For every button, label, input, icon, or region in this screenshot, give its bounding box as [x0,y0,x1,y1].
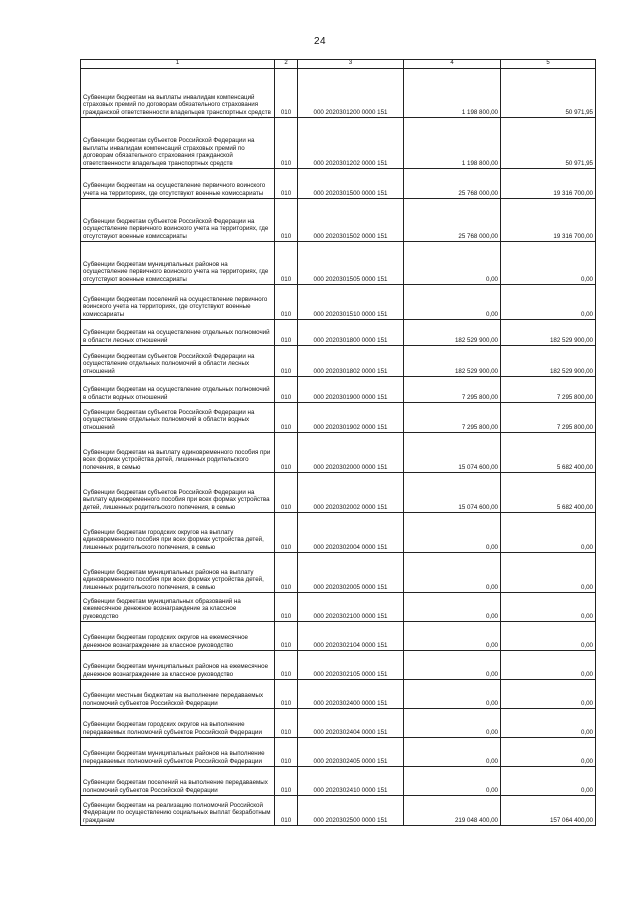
fact-cell: 7 295 800,00 [501,377,596,403]
kbk-cell: 000 2020301902 0000 151 [298,403,404,433]
code-cell: 010 [275,593,298,622]
code-cell: 010 [275,473,298,513]
fact-cell: 0,00 [501,285,596,320]
header-cell: 4 [404,60,501,69]
plan-cell: 0,00 [404,651,501,680]
plan-cell: 1 198 800,00 [404,69,501,118]
code-cell: 010 [275,377,298,403]
fact-cell: 50 971,95 [501,118,596,169]
plan-cell: 25 768 000,00 [404,199,501,242]
kbk-cell: 000 2020301900 0000 151 [298,377,404,403]
desc-cell: Субвенции бюджетам субъектов Российской Федерации на осуществление отдельных полномочий в области водных отношений [81,403,275,433]
table-row [81,473,596,513]
desc-cell: Субвенции бюджетам на осуществление отдельных полномочий в области лесных отношений [81,320,275,346]
kbk-cell: 000 2020301800 0000 151 [298,320,404,346]
fact-cell: 7 295 800,00 [501,403,596,433]
kbk-cell: 000 2020302005 0000 151 [298,553,404,593]
plan-cell: 0,00 [404,680,501,709]
header-cell: 2 [275,60,298,69]
code-cell: 010 [275,69,298,118]
desc-cell: Субвенции бюджетам субъектов Российской Федерации на выплату единовременного пособия при всех формах устройства детей, лишенных родительского попечения, в семью [81,473,275,513]
fact-cell: 0,00 [501,513,596,553]
desc-cell: Субвенции бюджетам муниципальных районов на ежемесячное денежное вознаграждение за классное руководство [81,651,275,680]
plan-cell: 25 768 000,00 [404,169,501,199]
desc-cell: Субвенции бюджетам на выплату единовременного пособия при всех формах устройства детей, лишенных родительского попечения, в семью [81,433,275,473]
table-row [81,69,596,118]
plan-cell: 0,00 [404,593,501,622]
code-cell: 010 [275,199,298,242]
desc-cell: Субвенции местным бюджетам на выполнение передаваемых полномочий субъектов Российской Федерации [81,680,275,709]
desc-cell: Субвенции бюджетам муниципальных образований на ежемесячное денежное вознаграждение за классное руководство [81,593,275,622]
code-cell: 010 [275,622,298,651]
code-cell: 010 [275,767,298,796]
fact-cell: 0,00 [501,242,596,285]
fact-cell: 0,00 [501,622,596,651]
fact-cell: 157 064 400,00 [501,796,596,826]
desc-cell: Субвенции бюджетам городских округов на выплату единовременного пособия при всех формах устройства детей, лишенных родительского попечения, в семью [81,513,275,553]
code-cell: 010 [275,680,298,709]
budget-table [80,59,596,826]
code-cell: 010 [275,796,298,826]
fact-cell: 0,00 [501,680,596,709]
table-row [81,513,596,553]
table-row [81,320,596,346]
fact-cell: 0,00 [501,709,596,738]
desc-cell: Субвенции бюджетам на реализацию полномочий Российской Федерации по осуществлению социальных выплат безработным гражданам [81,796,275,826]
table-row [81,199,596,242]
fact-cell: 182 529 900,00 [501,320,596,346]
table-row [81,767,596,796]
fact-cell: 182 529 900,00 [501,346,596,377]
code-cell: 010 [275,553,298,593]
code-cell: 010 [275,169,298,199]
code-cell: 010 [275,242,298,285]
table-row [81,738,596,767]
table-row [81,242,596,285]
plan-cell: 0,00 [404,553,501,593]
plan-cell: 7 295 800,00 [404,403,501,433]
plan-cell: 15 074 600,00 [404,473,501,513]
kbk-cell: 000 2020302004 0000 151 [298,513,404,553]
code-cell: 010 [275,118,298,169]
desc-cell: Субвенции бюджетам на осуществление отдельных полномочий в области водных отношений [81,377,275,403]
kbk-cell: 000 2020302104 0000 151 [298,622,404,651]
desc-cell: Субвенции бюджетам субъектов Российской Федерации на выплаты инвалидам компенсаций страховых премий по договорам обязательного страхования гражданской ответственности владельцев транспортных средств [81,118,275,169]
table-row [81,433,596,473]
fact-cell: 0,00 [501,738,596,767]
desc-cell: Субвенции бюджетам муниципальных районов на выполнение передаваемых полномочий субъектов Российской Федерации [81,738,275,767]
code-cell: 010 [275,651,298,680]
code-cell: 010 [275,433,298,473]
table-row [81,553,596,593]
plan-cell: 0,00 [404,738,501,767]
code-cell: 010 [275,709,298,738]
fact-cell: 0,00 [501,553,596,593]
table-row [81,651,596,680]
code-cell: 010 [275,346,298,377]
code-cell: 010 [275,738,298,767]
table-row [81,403,596,433]
kbk-cell: 000 2020302100 0000 151 [298,593,404,622]
kbk-cell: 000 2020301505 0000 151 [298,242,404,285]
kbk-cell: 000 2020301510 0000 151 [298,285,404,320]
table-row [81,622,596,651]
code-cell: 010 [275,403,298,433]
plan-cell: 0,00 [404,709,501,738]
fact-cell: 0,00 [501,593,596,622]
table-row [81,285,596,320]
plan-cell: 219 048 400,00 [404,796,501,826]
kbk-cell: 000 2020301200 0000 151 [298,69,404,118]
kbk-cell: 000 2020301802 0000 151 [298,346,404,377]
plan-cell: 0,00 [404,513,501,553]
desc-cell: Субвенции бюджетам субъектов Российской Федерации на осуществление первичного воинского учета на территориях, где отсутствуют военные комиссариаты [81,199,275,242]
fact-cell: 50 971,95 [501,69,596,118]
kbk-cell: 000 2020301502 0000 151 [298,199,404,242]
kbk-cell: 000 2020302500 0000 151 [298,796,404,826]
desc-cell: Субвенции бюджетам на выплаты инвалидам компенсаций страховых премий по договорам обязательного страхования гражданской ответственности владельцев транспортных средств [81,69,275,118]
table-row [81,377,596,403]
code-cell: 010 [275,320,298,346]
desc-cell: Субвенции бюджетам поселений на выполнение передаваемых полномочий субъектов Российской Федерации [81,767,275,796]
desc-cell: Субвенции бюджетам на осуществление первичного воинского учета на территориях, где отсутствуют военные комиссариаты [81,169,275,199]
desc-cell: Субвенции бюджетам городских округов на ежемесячное денежное вознаграждение за классное руководство [81,622,275,651]
kbk-cell: 000 2020302105 0000 151 [298,651,404,680]
plan-cell: 0,00 [404,285,501,320]
kbk-cell: 000 2020302000 0000 151 [298,433,404,473]
code-cell: 010 [275,285,298,320]
plan-cell: 182 529 900,00 [404,346,501,377]
table-row [81,346,596,377]
header-cell: 5 [501,60,596,69]
kbk-cell: 000 2020302410 0000 151 [298,767,404,796]
plan-cell: 0,00 [404,767,501,796]
fact-cell: 19 316 700,00 [501,169,596,199]
table-row [81,709,596,738]
plan-cell: 7 295 800,00 [404,377,501,403]
table-row [81,593,596,622]
header-cell: 1 [81,60,275,69]
fact-cell: 19 316 700,00 [501,199,596,242]
table-row [81,680,596,709]
desc-cell: Субвенции бюджетам городских округов на выполнение передаваемых полномочий субъектов Российской Федерации [81,709,275,738]
fact-cell: 5 682 400,00 [501,433,596,473]
desc-cell: Субвенции бюджетам муниципальных районов на выплату единовременного пособия при всех формах устройства детей, лишенных родительского попечения, в семью [81,553,275,593]
kbk-cell: 000 2020302002 0000 151 [298,473,404,513]
table-row [81,796,596,826]
fact-cell: 5 682 400,00 [501,473,596,513]
plan-cell: 15 074 600,00 [404,433,501,473]
code-cell: 010 [275,513,298,553]
desc-cell: Субвенции бюджетам муниципальных районов на осуществление первичного воинского учета на территориях, где отсутствуют военные комиссариаты [81,242,275,285]
table-row [81,118,596,169]
plan-cell: 182 529 900,00 [404,320,501,346]
header-cell: 3 [298,60,404,69]
kbk-cell: 000 2020301202 0000 151 [298,118,404,169]
fact-cell: 0,00 [501,651,596,680]
kbk-cell: 000 2020302405 0000 151 [298,738,404,767]
fact-cell: 0,00 [501,767,596,796]
table-row [81,169,596,199]
kbk-cell: 000 2020302400 0000 151 [298,680,404,709]
kbk-cell: 000 2020302404 0000 151 [298,709,404,738]
plan-cell: 0,00 [404,622,501,651]
plan-cell: 0,00 [404,242,501,285]
kbk-cell: 000 2020301500 0000 151 [298,169,404,199]
desc-cell: Субвенции бюджетам субъектов Российской Федерации на осуществление отдельных полномочий в области лесных отношений [81,346,275,377]
page-number: 24 [313,36,327,47]
table-header-row [81,60,596,69]
plan-cell: 1 198 800,00 [404,118,501,169]
desc-cell: Субвенции бюджетам поселений на осуществление первичного воинского учета на территориях, где отсутствуют военные комиссариаты [81,285,275,320]
